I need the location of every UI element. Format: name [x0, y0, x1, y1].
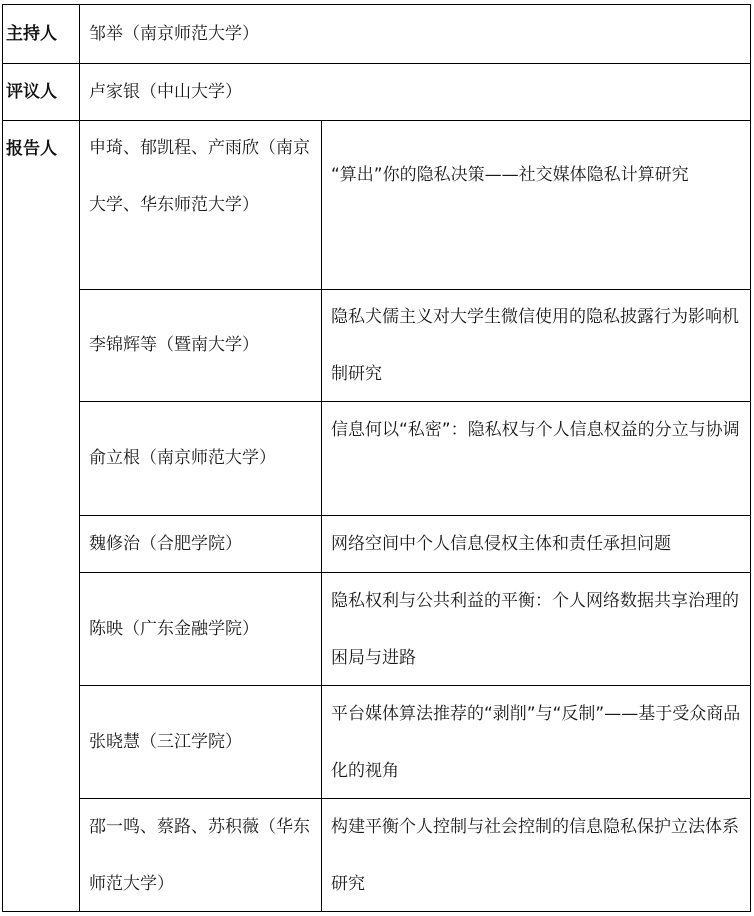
table-border-top — [2, 4, 751, 5]
row-divider — [2, 63, 751, 64]
presenter-cell: 魏修治（合肥学院） — [89, 534, 242, 554]
report-title-cell: 网络空间中个人信息侵权主体和责任承担问题 — [331, 534, 671, 554]
column-divider — [79, 4, 80, 912]
presenter-cell: 李锦辉等（暨南大学） — [89, 335, 259, 355]
presenter-cell: 陈映（广东金融学院） — [89, 619, 259, 639]
report-title-cell: 信息何以“私密”：隐私权与个人信息权益的分立与协调 — [331, 420, 740, 440]
table-border-right — [750, 4, 751, 912]
report-title-cell: 平台媒体算法推荐的“剥削”与“反制”——基于受众商品化的视角 — [331, 704, 741, 781]
row-divider — [79, 515, 751, 516]
report-title-cell: 隐私权利与公共利益的平衡：个人网络数据共享治理的困局与进路 — [331, 591, 739, 668]
reviewer-value: 卢家银（中山大学） — [89, 82, 242, 102]
host-value: 邹举（南京师范大学） — [89, 24, 259, 44]
presenter-cell: 邵一鸣、蔡路、苏积薇（华东师范大学） — [89, 817, 310, 894]
host-label: 主持人 — [6, 24, 57, 44]
report-title-cell: “算出”你的隐私决策——社交媒体隐私计算研究 — [331, 165, 689, 185]
presenter-cell: 张晓慧（三江学院） — [89, 732, 242, 752]
reviewer-label: 评议人 — [6, 82, 57, 102]
column-divider — [321, 120, 322, 912]
presenter-cell: 申琦、郁凯程、产雨欣（南京大学、华东师范大学） — [89, 138, 310, 215]
table-border-left — [2, 4, 3, 912]
reporters-label: 报告人 — [6, 139, 57, 159]
presenter-cell: 俞立根（南京师范大学） — [89, 448, 276, 468]
report-title-cell: 构建平衡个人控制与社会控制的信息隐私保护立法体系研究 — [331, 817, 739, 894]
report-title-cell: 隐私犬儒主义对大学生微信使用的隐私披露行为影响机制研究 — [331, 307, 739, 384]
